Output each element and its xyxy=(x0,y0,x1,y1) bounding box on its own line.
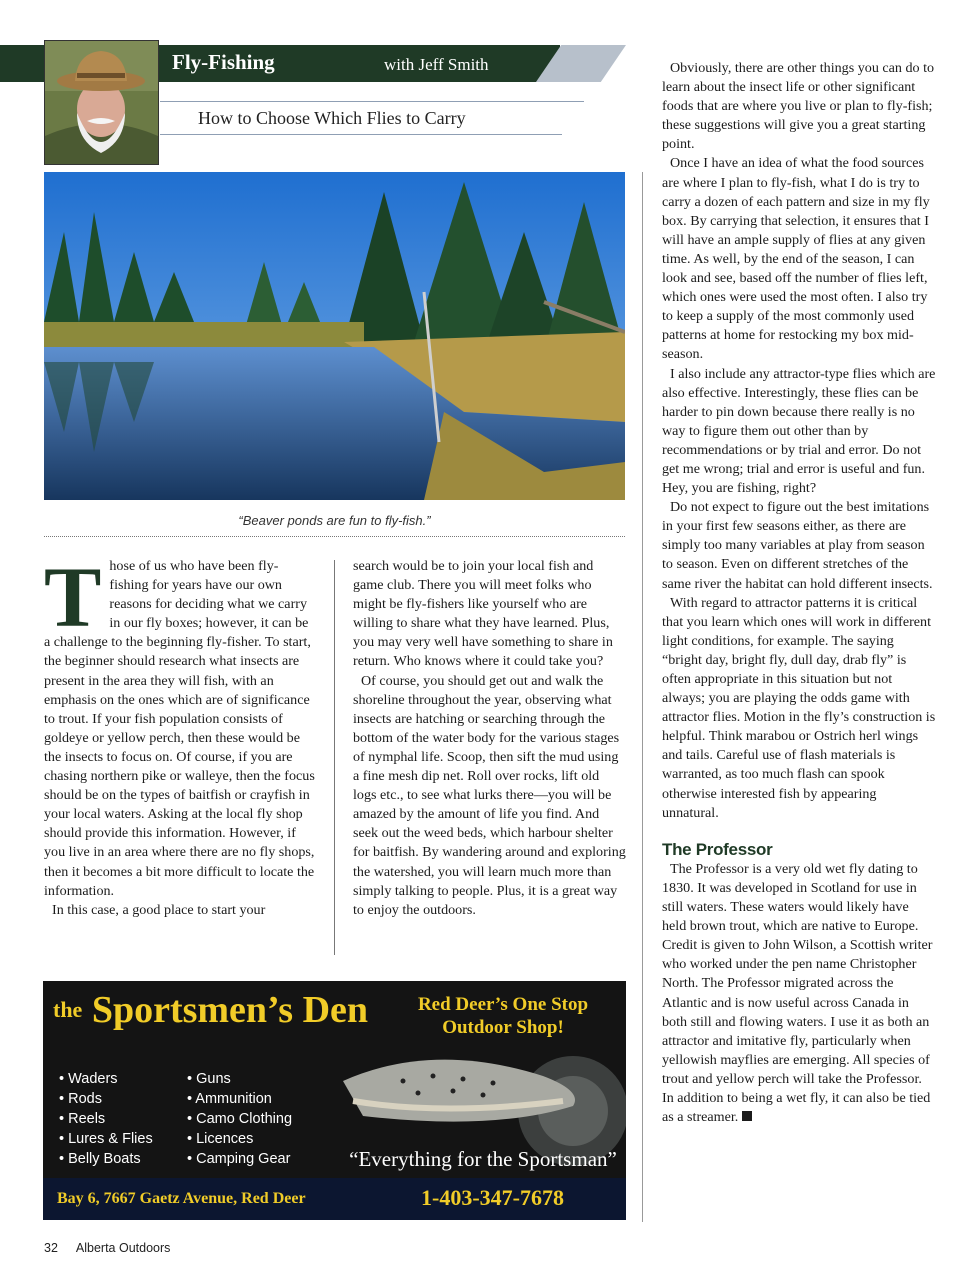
page-number: 32 xyxy=(44,1241,58,1255)
paragraph: With regard to attractor patterns it is critical that you learn which ones will work in different light conditions, for example. The saying “bright day, bright fly, dull day, drab fly” is often appropriate in this situation but not always; you are playing the odds game with attractor flies. Motion in the fly’s construction is helpful. Think marabou or Ostrich herl wings and tails. Careful use of flash materials is warranted, as too much flash can spook otherwise interested fish by appearing unnatural. xyxy=(662,594,936,821)
ad-slogan: Red Deer’s One Stop Outdoor Shop! xyxy=(417,994,589,1038)
section-heading: The Professor xyxy=(662,839,773,859)
page-footer xyxy=(44,1241,188,1255)
article-column-2 xyxy=(353,557,626,920)
ad-product-list-left xyxy=(59,1069,153,1169)
publication-name: Alberta Outdoors xyxy=(75,1241,171,1255)
section-text: The Professor is a very old wet fly dating to 1830. It was developed in Scotland for use in still waters. These waters would likely have held brown trout, which are native to Europe. Credit is given to John Wilson, a Scottish writer who worked under the pen name Christopher North. The Professor migrated across the Atlantic and is now useful across Canada in both still and flowing waters. I use it as both an attractor and imitative fly, particularly when yellowish mayflies are emerging. All species of trout and yellow perch will take the Professor. In addition to being a wet fly, it can also be tied as a streamer. xyxy=(662,860,933,1126)
article-subtitle: How to Choose Which Flies to Carry xyxy=(198,108,466,128)
ad-tagline: “Everything for the Sportsman” xyxy=(349,1147,617,1171)
header-rule xyxy=(160,101,584,102)
list-item: • Reels xyxy=(59,1111,106,1127)
list-item: • Guns xyxy=(187,1071,231,1087)
article-column-1 xyxy=(44,549,316,920)
sportsmens-den-ad[interactable] xyxy=(43,981,626,1220)
list-item: • Lures & Flies xyxy=(59,1131,153,1147)
paragraph: In this case, a good place to start your xyxy=(52,901,266,918)
article-column-3 xyxy=(662,59,936,1127)
paragraph: Obviously, there are other things you can do to learn about the insect life or other significant foods that are where you live or plan to fly-fish; these suggestions will give you a great starting point. xyxy=(662,60,935,153)
ad-product-list-right xyxy=(187,1069,292,1169)
ad-logo-name: Sportsmen’s Den xyxy=(91,989,369,1031)
paragraph: Do not expect to figure out the best imitations in your first few seasons either, as there are simply too many variables at play from season to season. Even on different stretches of the same river the habitat can hold different insects. xyxy=(662,499,933,592)
ad-logo xyxy=(53,989,368,1031)
end-mark-icon xyxy=(742,1111,752,1121)
list-item: • Belly Boats xyxy=(59,1151,141,1167)
column-title: Fly-Fishing xyxy=(172,50,275,74)
header-rule xyxy=(160,134,562,135)
ad-phone[interactable]: 1-403-347-7678 xyxy=(421,1185,564,1210)
photo-caption: “Beaver ponds are fun to fly-fish.” xyxy=(238,513,431,528)
column-divider xyxy=(334,560,335,955)
list-item: • Rods xyxy=(59,1091,102,1107)
paragraph: Of course, you should get out and walk the shoreline throughout the year, observing what insects are hatching or searching through the bottom of the water body for the various stages of nymphal life. Scoop, then sift the mud using a fine mesh dip net. Roll over rocks, lift old logs etc., to see what lurks there—you will be amazed by the amount of life you find. And seek out the weed beds, which harbour shelter for baitfish. By wandering around and exploring the watershed, you will learn much more than simply talking to people. Plus, it is a great way to enjoy the outdoors. xyxy=(353,672,626,918)
ad-logo-the: the xyxy=(53,997,83,1022)
list-item: • Waders xyxy=(59,1071,118,1087)
list-item: • Camo Clothing xyxy=(187,1111,293,1127)
paragraph: search would be to join your local fish and game club. There you will meet folks who might be fly-fishers like yourself who are willing to share what they have learned. Plus, you may very well have something to share in return. Who knows where it could take you? xyxy=(353,558,613,670)
paragraph: Once I have an idea of what the food sources are where I plan to fly-fish, what I do is try to carry a dozen of each pattern and size in my fly box. By carrying that selection, it ensures that I will have an ample supply of flies at any given time. As well, by the end of the season, I can look and see, based off the number of flies left, which ones were used the most often. I also try to keep a supply of the most commonly used patterns at home for restocking my box mid-season. xyxy=(662,155,930,363)
column-author: with Jeff Smith xyxy=(384,55,489,74)
paragraph xyxy=(662,860,936,1127)
column-divider xyxy=(642,172,643,1222)
paragraph: hose of us who have been fly-fishing for years have our own reasons for deciding what we carry in our fly boxes; however, it can be a challenge to the beginning fly-fisher. To start, the beginner should research what insects are present in the area they will fish, with an emphasis on the ones which are of significance to trout. If your fish population consists of goldeye or yellow perch, then these would be the insects to focus on. Of course, if you are chasing northern pike or walleye, then the focus should be on the types of baitfish or crayfish in your local waters. Asking at the local fly shop should provide this information. However, if you live in an area where there are no fly shops, then it becomes a bit more difficult to locate the information. xyxy=(44,558,315,899)
paragraph: I also include any attractor-type flies which are also effective. Interestingly, these flies can be harder to pin down because there really is no way to figure them out other than by recommendations or by trial and error. Do not get me wrong; trial and error is useful and fun. Hey, you are fishing, right? xyxy=(662,365,936,497)
beaver-pond-photo xyxy=(44,172,625,500)
ad-address: Bay 6, 7667 Gaetz Avenue, Red Deer xyxy=(57,1190,306,1207)
author-portrait xyxy=(44,40,159,165)
list-item: • Camping Gear xyxy=(187,1151,291,1167)
list-item: • Ammunition xyxy=(187,1091,272,1107)
drop-cap: T xyxy=(44,549,102,645)
list-item: • Licences xyxy=(187,1131,254,1147)
caption-divider xyxy=(44,536,625,537)
